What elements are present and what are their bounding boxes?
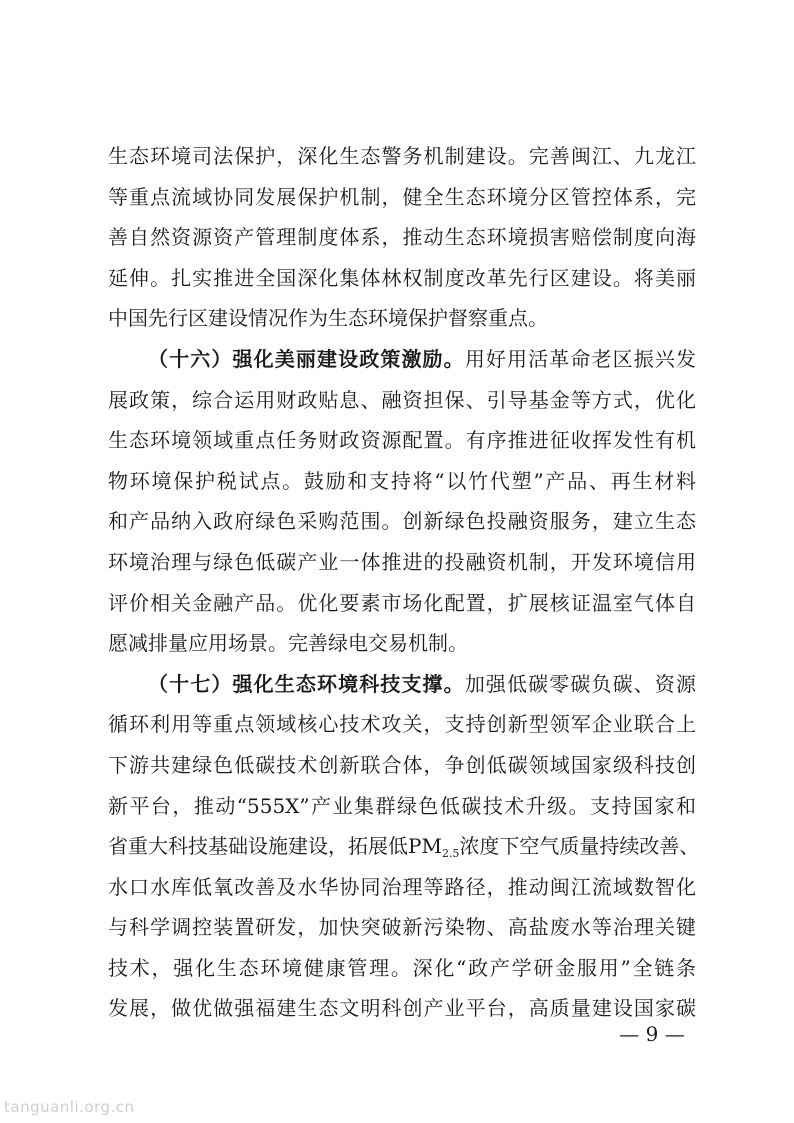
text-fragment: 加强低碳零碳负碳、资源 <box>464 671 697 696</box>
pm-subscript: 2.5 <box>441 847 460 861</box>
watermark: tanguanli.org.cn <box>4 1098 135 1116</box>
text-line: 愿减排量应用场景。完善绿电交易机制。 <box>108 631 468 656</box>
text-line: 水口水库低氧改善及水华协同治理等路径，推动闽江流域数智化 <box>108 874 696 899</box>
text-line: 展政策，综合运用财政贴息、融资担保、引导基金等方式，优化 <box>108 387 696 412</box>
section-16-heading: （十六）强化美丽建设政策激励。 <box>148 346 465 371</box>
page-number: — 9 — <box>619 1022 685 1046</box>
section-17-heading: （十七）强化生态环境科技支撑。 <box>148 671 465 696</box>
text-line: 物环境保护税试点。鼓励和支持将“以竹代塑”产品、再生材料 <box>108 468 696 493</box>
text-line: 与科学调控装置研发，加快突破新污染物、高盐废水等治理关键 <box>108 915 696 940</box>
text-line: 技术，强化生态环境健康管理。深化“政产学研金服用”全链条 <box>108 955 696 980</box>
text-line: 新平台，推动“555X”产业集群绿色低碳技术升级。支持国家和 <box>108 793 696 818</box>
text-line: 生态环境领域重点任务财政资源配置。有序推进征收挥发性有机 <box>108 428 696 453</box>
text-line: 评价相关金融产品。优化要素市场化配置，扩展核证温室气体自 <box>108 590 696 615</box>
formula-line <box>108 826 700 867</box>
section-17-first-line <box>108 664 696 705</box>
text-line: 善自然资源资产管理制度体系，推动生态环境损害赔偿制度向海 <box>108 225 696 250</box>
text-fragment: 省重大科技基础设施建设，拓展低PM <box>108 834 442 859</box>
text-line: 环境治理与绿色低碳产业一体推进的投融资机制，开发环境信用 <box>108 549 696 574</box>
text-line: 下游共建绿色低碳技术创新联合体，争创低碳领域国家级科技创 <box>108 752 696 777</box>
text-line: 和产品纳入政府绿色采购范围。创新绿色投融资服务，建立生态 <box>108 509 696 534</box>
text-fragment: 浓度下空气质量持续改善、 <box>459 834 700 859</box>
text-line: 延伸。扎实推进全国深化集体林权制度改革先行区建设。将美丽 <box>108 265 696 290</box>
document-body <box>108 136 700 1029</box>
text-line: 等重点流域协同发展保护机制，健全生态环境分区管控体系，完 <box>108 184 696 209</box>
section-16-first-line <box>108 339 696 380</box>
text-line: 发展，做优做强福建生态文明科创产业平台，高质量建设国家碳 <box>108 996 696 1021</box>
text-fragment: 用好用活革命老区振兴发 <box>464 346 697 371</box>
text-line: 循环利用等重点领域核心技术攻关，支持创新型领军企业联合上 <box>108 712 696 737</box>
text-line: 中国先行区建设情况作为生态环境保护督察重点。 <box>108 306 548 331</box>
text-line: 生态环境司法保护，深化生态警务机制建设。完善闽江、九龙江 <box>108 144 696 168</box>
